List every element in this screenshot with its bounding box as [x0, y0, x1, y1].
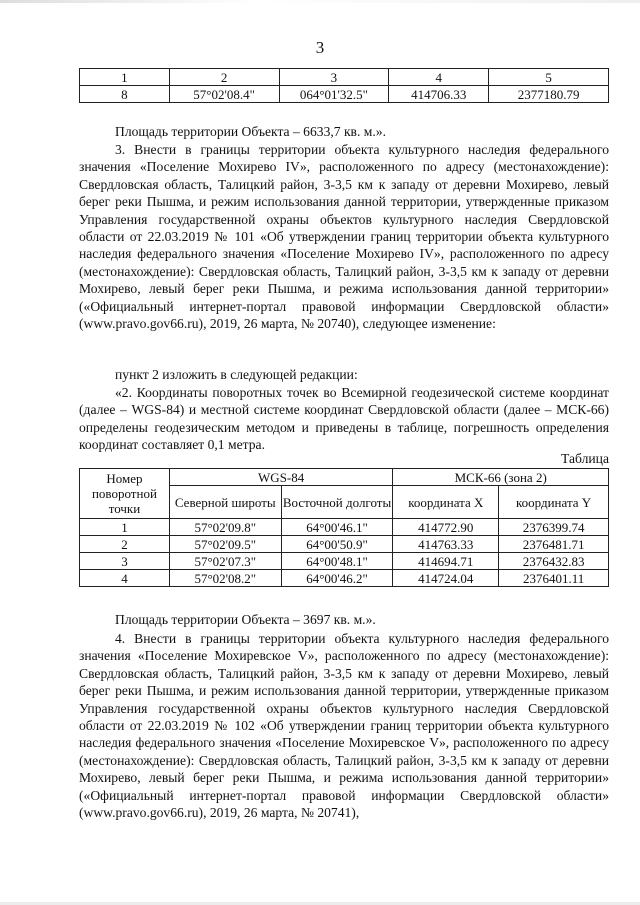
table-cell: 414724.04 — [393, 570, 499, 587]
table-row — [80, 570, 609, 587]
header-cell: 2 — [169, 69, 279, 86]
table-header-row — [80, 69, 609, 86]
coordinates-table-continued — [79, 68, 609, 103]
table-header-row — [80, 469, 609, 486]
table-cell: 2376481.71 — [499, 536, 609, 553]
table-cell: 2376401.11 — [499, 570, 609, 587]
table-cell: 8 — [80, 86, 170, 103]
table-cell: 57°02'09.5" — [169, 536, 281, 553]
column-header-x: координата X — [393, 486, 499, 519]
paragraph-4: 4. Внести в границы территории объекта культурного наследия федерального значения «Поселение Мохиревское V», расположенного по адресу (местонахождение): Свердловская область, Талицкий район, 3-3,5 км к западу от деревни Мохирево, левый берег реки Пышма, и режим использования данной территории, утвержденные приказом Управления государственной охраны объектов культурного наследия Свердловской области от 22.03.2019 № 102 «Об утверждении границ территории объекта культурного наследия федерального значения «Поселение Мохиревское V», расположенного по адресу (местонахождение): Свердловская область, Талицкий район, 3-3,5 км к западу от деревни Мохирево, левый берег реки Пышма, и режима использования данной территории» («Официальный интернет-портал правовой информации Свердловской области» (www.pravo.gov66.ru), 2019, 26 марта, № 20741), — [79, 631, 609, 821]
table-cell: 4 — [80, 570, 170, 587]
scan-edge-top — [0, 0, 640, 3]
header-cell: 4 — [389, 69, 489, 86]
group-header-wgs84: WGS-84 — [169, 469, 393, 486]
column-header-point: Номер поворотной точки — [80, 469, 170, 519]
table-cell: 57°02'09.8" — [169, 519, 281, 536]
table-cell: 1 — [80, 519, 170, 536]
table-cell: 57°02'07.3" — [169, 553, 281, 570]
table-cell: 414706.33 — [389, 86, 489, 103]
column-header-y: координата Y — [499, 486, 609, 519]
table-cell: 2376399.74 — [499, 519, 609, 536]
table-cell: 57°02'08.2" — [169, 570, 281, 587]
table-cell: 64°00'50.9" — [281, 536, 393, 553]
coordinates-table — [79, 468, 609, 587]
table-row — [80, 519, 609, 536]
table-cell: 2377180.79 — [489, 86, 609, 103]
area-statement-1: Площадь территории Объекта – 6633,7 кв. м.». — [115, 124, 386, 139]
table-cell: 2 — [80, 536, 170, 553]
paragraph-3: 3. Внести в границы территории объекта культурного наследия федерального значения «Поселение Мохирево IV», расположенного по адресу (местонахождение): Свердловская область, Талицкий район, 3-3,5 км к западу от деревни Мохирево, левый берег реки Пышма, и режим использования данной территории, утвержденные приказом Управления государственной охраны объектов культурного наследия Свердловской области от 22.03.2019 № 101 «Об утверждении границ территории объекта культурного наследия федерального значения «Поселение Мохирево IV», расположенного по адресу (местонахождение): Свердловская область, Талицкий район, 3-3,5 км к западу от деревни Мохирево, левый берег реки Пышма, и режима использования данной территории» («Официальный интернет-портал правовой информации Свердловской области» (www.pravo.gov66.ru), 2019, 26 марта, № 20740), следующее изменение: — [79, 142, 609, 332]
table-cell: 414763.33 — [393, 536, 499, 553]
table-cell: 64°00'48.1" — [281, 553, 393, 570]
table-cell: 64°00'46.2" — [281, 570, 393, 587]
table-cell: 414772.90 — [393, 519, 499, 536]
table-row — [80, 86, 609, 103]
column-header-latitude: Северной широты — [169, 486, 281, 519]
table-cell: 3 — [80, 553, 170, 570]
table-cell: 57°02'08.4" — [169, 86, 279, 103]
group-header-msk66: МСК-66 (зона 2) — [393, 469, 609, 486]
table-cell: 064°01'32.5" — [279, 86, 389, 103]
table-cell: 64°00'46.1" — [281, 519, 393, 536]
area-statement-2: Площадь территории Объекта – 3697 кв. м.». — [115, 612, 376, 627]
table-row — [80, 553, 609, 570]
table-caption: Таблица — [561, 451, 609, 466]
header-cell: 1 — [80, 69, 170, 86]
header-cell: 5 — [489, 69, 609, 86]
item-2-intro: пункт 2 изложить в следующей редакции: — [115, 367, 358, 382]
table-cell: 2376432.83 — [499, 553, 609, 570]
header-cell: 3 — [279, 69, 389, 86]
table-cell: 414694.71 — [393, 553, 499, 570]
column-header-longitude: Восточной долготы — [281, 486, 393, 519]
item-2-text: «2. Координаты поворотных точек во Всемирной геодезической системе координат (далее – WGS-84) и местной системе координат Свердловской области (далее – МСК-66) определены геодезическим методом и приведены в таблице, погрешность определения координат составляет 0,1 метра. — [79, 385, 609, 453]
page-number: 3 — [315, 38, 325, 57]
table-row — [80, 536, 609, 553]
